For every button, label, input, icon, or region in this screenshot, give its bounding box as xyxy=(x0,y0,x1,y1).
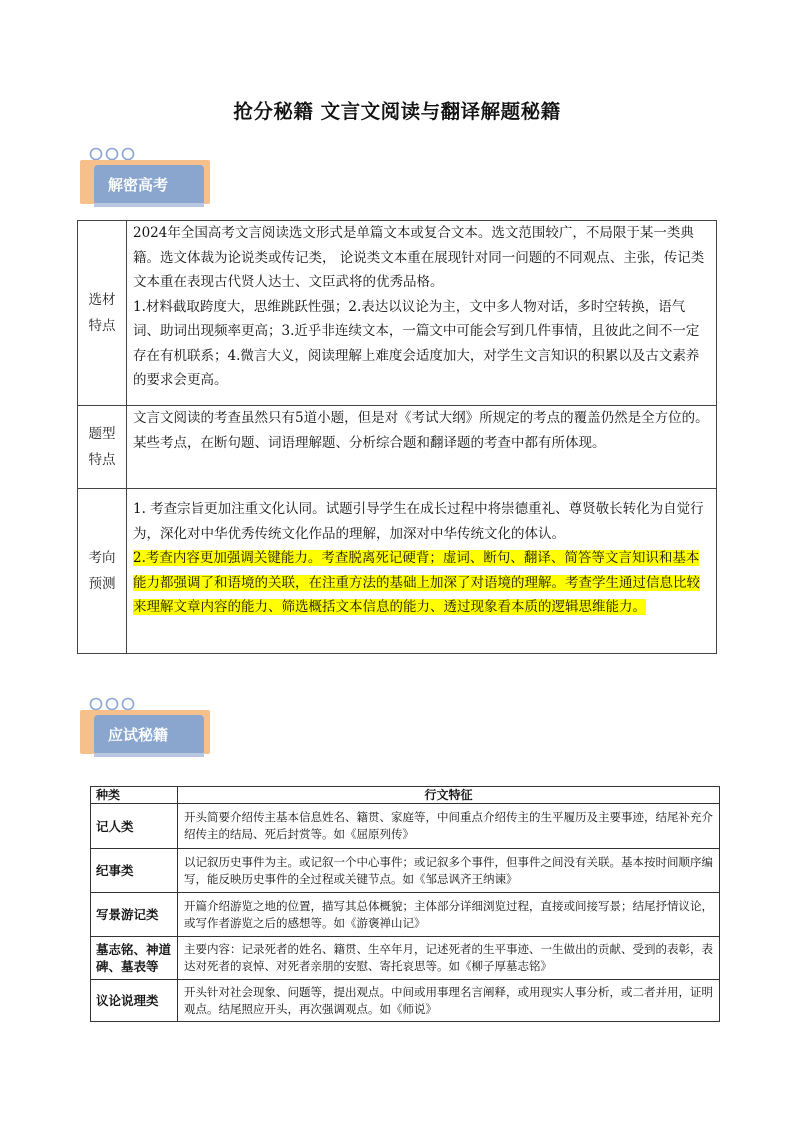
section-banner-decode xyxy=(80,146,220,216)
genre-kind: 议论说理类 xyxy=(91,980,178,1022)
paragraph: 1.材料截取跨度大，思维跳跃性强；2.表达以议论为主，文中多人物对话，多时空转换，语气词、助词出现频率更高；3.近乎非连续文本，一篇文中可能会写到几件事情，且彼此之间不一定存在有机联系；4.微言大义，阅读理解上难度会适度加大，对学生文言知识的积累以及古文素养的要求会更高。 xyxy=(133,298,700,388)
row-header xyxy=(78,489,127,654)
row-header-line: 特点 xyxy=(88,452,116,468)
table-row xyxy=(91,804,720,849)
genre-feature: 开头简要介绍传主基本信息姓名、籍贯、家庭等，中间重点介绍传主的生平履历及主要事迹，结尾补充介绍传主的结局、死后封赏等。如《屈原列传》 xyxy=(178,804,720,849)
table-row xyxy=(91,893,720,937)
genre-kind: 记人类 xyxy=(91,804,178,849)
table-header-row xyxy=(91,787,720,804)
table-row xyxy=(78,221,717,406)
paragraph: 1. 考查宗旨更加注重文化认同。试题引导学生在成长过程中将崇德重礼、尊贤敬长转化为自觉行为，深化对中华优秀传统文化作品的理解，加深对中华传统文化的体认。 xyxy=(133,501,704,542)
row-header-line: 预测 xyxy=(88,576,116,592)
paragraph: 2024年全国高考文言阅读选文形式是单篇文本或复合文本。选文范围较广，不局限于某一类典籍。选文体裁为论说类或传记类， 论说类文本重在展现针对同一问题的不同观点、主张，传记类文本重在表现古代贤人达士、文臣武将的优秀品格。 xyxy=(133,225,705,290)
genre-kind: 墓志铭、神道碑、墓表等 xyxy=(91,937,178,980)
genre-feature: 开头针对社会现象、问题等，提出观点。中间或用事理名言阐释，或用现实人事分析，或二者并用，证明观点。结尾照应开头，再次强调观点。如《师说》 xyxy=(178,980,720,1022)
row-header-line: 题型 xyxy=(88,426,116,442)
genre-feature: 主要内容：记录死者的姓名、籍贯、生卒年月，记述死者的生平事迹、一生做出的贡献、受到的表彰，表达对死者的哀悼、对死者亲朋的安慰、寄托哀思等。如《柳子厚墓志铭》 xyxy=(178,937,720,980)
section-banner-tips xyxy=(80,696,220,766)
row-header xyxy=(78,221,127,406)
banner-label: 应试秘籍 xyxy=(94,715,204,755)
row-header xyxy=(78,406,127,489)
row-content xyxy=(127,221,717,406)
row-header-line: 考向 xyxy=(88,550,116,566)
table-row xyxy=(91,980,720,1022)
genre-kind: 纪事类 xyxy=(91,849,178,893)
genre-kind: 写景游记类 xyxy=(91,893,178,937)
highlighted-text: 2.考查内容更加强调关键能力。考查脱离死记硬背；虚词、断句、翻译、简答等文言知识和基本能力都强调了和语境的关联，在注重方法的基础上加深了对语境的理解。考查学生通过信息比较来理解文章内容的能力、筛选概括文本信息的能力、透过现象看本质的逻辑思维能力。 xyxy=(133,550,700,615)
row-content xyxy=(127,406,717,489)
paragraph: 文言文阅读的考查虽然只有5道小题，但是对《考试大纲》所规定的考点的覆盖仍然是全方位的。某些考点，在断句题、词语理解题、分析综合题和翻译题的考查中都有所体现。 xyxy=(133,410,709,451)
column-header: 行文特征 xyxy=(178,787,720,804)
genre-table xyxy=(90,786,720,1022)
table-row xyxy=(91,849,720,893)
table-row xyxy=(78,489,717,654)
highlighted-paragraph xyxy=(133,546,710,620)
banner-underline xyxy=(94,753,204,757)
row-header-line: 特点 xyxy=(88,318,116,334)
document-title: 抢分秘籍 文言文阅读与翻译解题秘籍 xyxy=(233,100,561,123)
column-header: 种类 xyxy=(91,787,178,804)
genre-feature: 以记叙历史事件为主。或记叙一个中心事件；或记叙多个事件，但事件之间没有关联。基本按时间顺序编写，能反映历史事件的全过程或关键节点。如《邹忌讽齐王纳谏》 xyxy=(178,849,720,893)
table-row xyxy=(78,406,717,489)
genre-feature: 开篇介绍游览之地的位置，描写其总体概貌；主体部分详细浏览过程，直接或间接写景；结尾抒情议论，或写作者游览之后的感想等。如《游褒禅山记》 xyxy=(178,893,720,937)
exam-analysis-table xyxy=(77,220,717,654)
banner-label: 解密高考 xyxy=(94,165,204,205)
table-row xyxy=(91,937,720,980)
banner-underline xyxy=(94,203,204,207)
row-header-line: 选材 xyxy=(88,292,116,308)
row-content xyxy=(127,489,717,654)
